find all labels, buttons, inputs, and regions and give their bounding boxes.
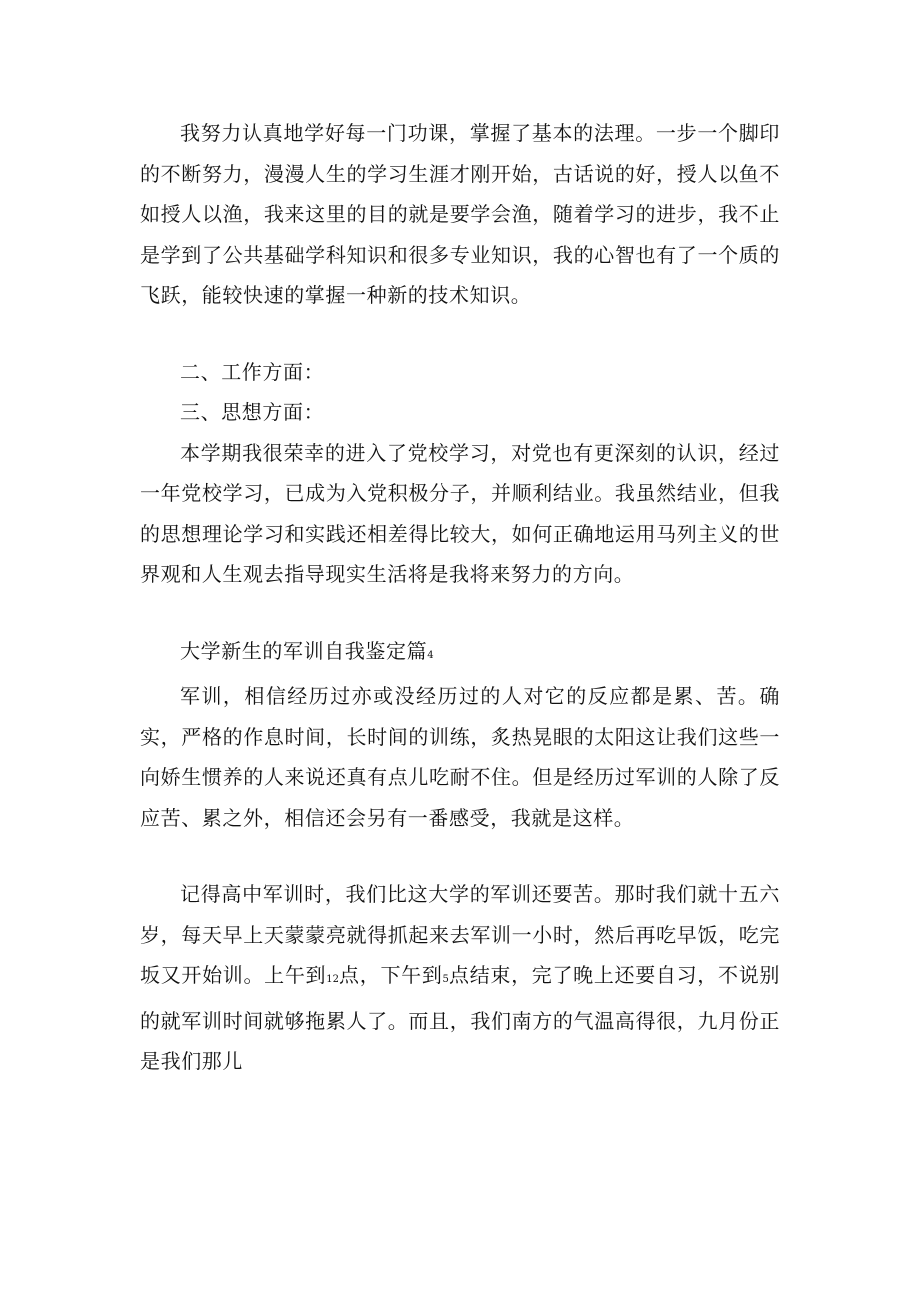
paragraph-text-b: 点，下午到 [338,963,443,987]
heading-work: 二、工作方面： [180,359,325,384]
paragraph-party-school: 本学期我很荣幸的进入了党校学习，对党也有更深刻的认识，经过一年党校学习，已成为入党积极分子，并顺利结业。我虽然结业，但我的思想理论学习和实践还相差得比较大，如何正确地运用马列主义的世界观和人生观去指导现实生活将是我将来努力的方向。 [140,440,780,586]
section-title [140,631,780,677]
paragraph-text-a: 记得高中军训时，我们比这大学的军训还要苦。那时我们就十五六岁，每天早上天蒙蒙亮就得抓起来去军训一小时，然后再吃早饭，吃完坂又开始训。上午到 [140,882,780,987]
paragraph-study: 我努力认真地学好每一门功课，掌握了基本的法理。一步一个脚印的不断努力，漫漫人生的学习生涯才刚开始，古话说的好，授人以鱼不如授人以渔，我来这里的目的就是要学会渔，随着学习的进步，我不止是学到了公共基础学科知识和很多专业知识，我的心智也有了一个质的飞跃，能较快速的掌握一种新的技术知识。 [140,121,780,307]
paragraph-military-training: 军训，相信经历过亦或没经历过的人对它的反应都是累、苦。确实，严格的作息时间，长时间的训练，炙热晃眼的太阳这让我们这些一向娇生惯养的人来说还真有点儿吃耐不住。但是经历过军训的人除了反应苦、累之外，相信还会另有一番感受，我就是这样。 [140,684,780,830]
heading-thought: 三、思想方面： [180,400,325,424]
document-page [140,113,780,1082]
section-number: 4 [427,649,434,661]
section-title-text: 大学新生的军训自我鉴定篇 [180,638,428,663]
paragraph-text-c: 点结束，完了晚上还要自习，不说别的就军训时间就够拖累人了。而且，我们南方的气温高得很，九月份正是我们那儿 [140,963,780,1073]
hour-number-12: 12 [326,974,339,985]
hour-number-5: 5 [442,974,449,985]
paragraph-high-school-training [140,874,780,1082]
